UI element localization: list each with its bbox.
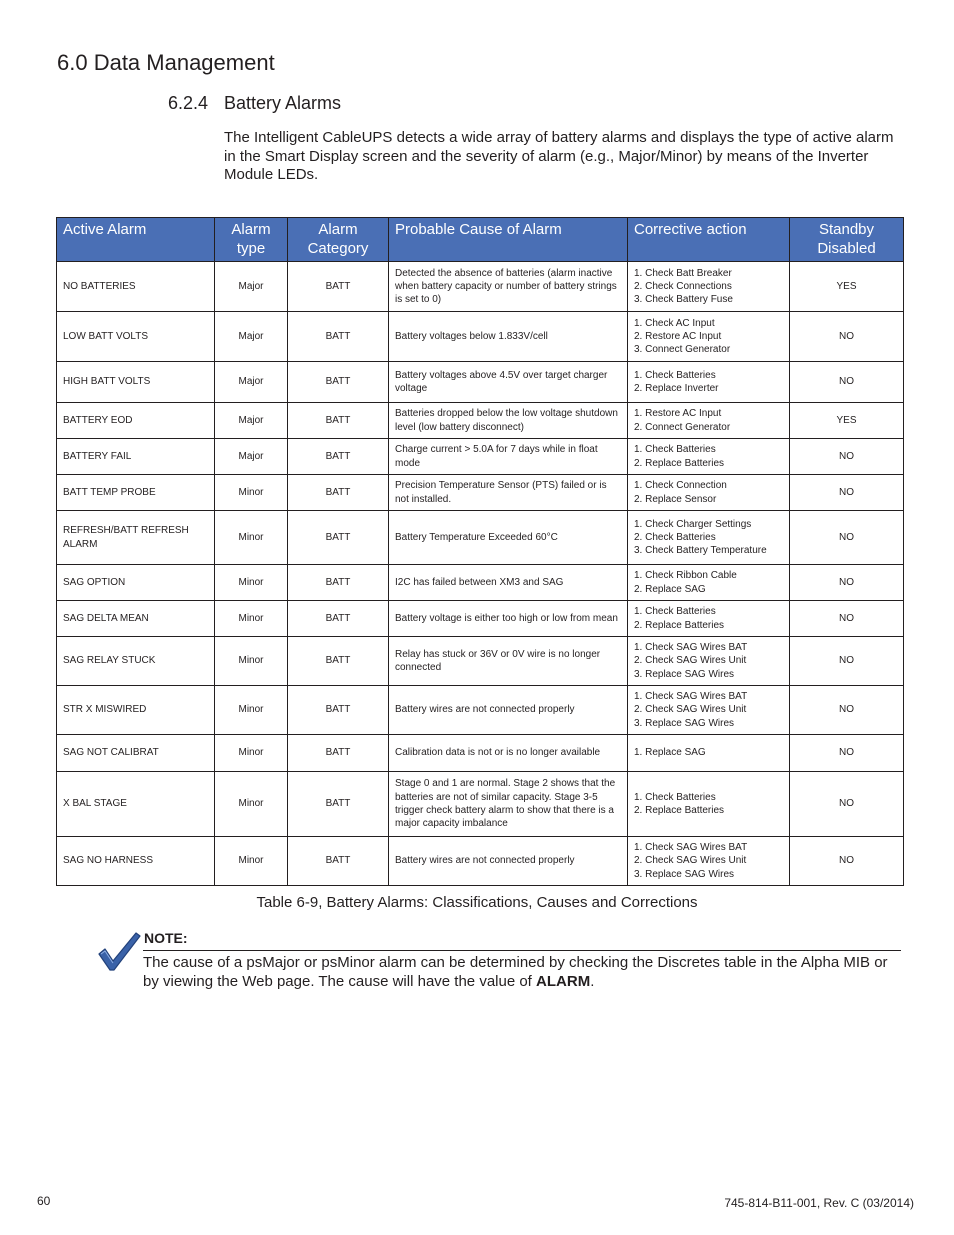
corrective-action-step: 1. Check Batteries [634, 444, 716, 456]
corrective-action-step: 2. Check Connections [634, 280, 732, 292]
cell-corrective-action [628, 637, 790, 686]
corrective-action-step: 3. Check Battery Fuse [634, 294, 733, 306]
corrective-action-step: 2. Check Batteries [634, 531, 716, 543]
cell-alarm-type: Major [215, 439, 288, 475]
corrective-action-step: 1. Check Ribbon Cable [634, 570, 737, 582]
note-text [143, 953, 905, 991]
col-header-corrective-action: Corrective action [628, 218, 790, 262]
cell-alarm-category: BATT [288, 362, 389, 403]
table-row [57, 565, 904, 601]
col-header-active-alarm: Active Alarm [57, 218, 215, 262]
cell-alarm-category: BATT [288, 403, 389, 439]
subsection-number: 6.2.4 [168, 93, 209, 113]
corrective-action-step: 3. Replace SAG Wires [634, 868, 735, 880]
cell-probable-cause: Battery voltages below 1.833V/cell [389, 312, 628, 362]
subsection-title: Battery Alarms [224, 93, 342, 113]
corrective-action-step: 2. Replace Inverter [634, 383, 719, 394]
cell-probable-cause: I2C has failed between XM3 and SAG [389, 565, 628, 601]
note-divider [143, 950, 901, 951]
cell-alarm-category: BATT [288, 601, 389, 637]
cell-alarm-category: BATT [288, 511, 389, 565]
corrective-action-step: 3. Connect Generator [634, 344, 731, 356]
table-row [57, 637, 904, 686]
intro-paragraph: The Intelligent CableUPS detects a wide array of battery alarms and displays the type of active alarm in the Smart Display screen and the severity of alarm (e.g., Major/Minor) by means of the Inverter Module LEDs. [224, 129, 894, 183]
corrective-action-step: 1. Restore AC Input [634, 408, 722, 420]
cell-corrective-action [628, 511, 790, 565]
cell-alarm-type: Minor [215, 511, 288, 565]
cell-standby-disabled: YES [790, 262, 904, 312]
cell-alarm-category: BATT [288, 837, 389, 886]
table-row [57, 312, 904, 362]
cell-active-alarm: SAG RELAY STUCK [57, 637, 215, 686]
table-row [57, 735, 904, 772]
cell-alarm-category: BATT [288, 772, 389, 837]
cell-active-alarm: BATTERY EOD [57, 403, 215, 439]
cell-standby-disabled: NO [790, 312, 904, 362]
cell-probable-cause: Battery voltages above 4.5V over target charger voltage [389, 362, 628, 403]
corrective-action-step: 1. Check AC Input [634, 317, 715, 329]
cell-probable-cause: Relay has stuck or 36V or 0V wire is no longer connected [389, 637, 628, 686]
note-text-bold: ALARM [536, 973, 591, 990]
cell-active-alarm: X BAL STAGE [57, 772, 215, 837]
cell-corrective-action [628, 735, 790, 772]
corrective-action-step: 2. Check SAG Wires Unit [634, 855, 747, 867]
cell-standby-disabled: NO [790, 686, 904, 735]
corrective-action-step: 1. Check SAG Wires BAT [634, 842, 748, 854]
corrective-action-step: 1. Check SAG Wires BAT [634, 691, 748, 703]
corrective-action-step: 1. Check Batteries [634, 369, 716, 381]
table-row [57, 837, 904, 886]
table-row [57, 511, 904, 565]
cell-alarm-type: Minor [215, 837, 288, 886]
cell-alarm-category: BATT [288, 735, 389, 772]
cell-active-alarm: BATT TEMP PROBE [57, 475, 215, 511]
col-header-probable-cause: Probable Cause of Alarm [389, 218, 628, 262]
cell-probable-cause: Detected the absence of batteries (alarm inactive when battery capacity or number of battery strings is set to 0) [389, 262, 628, 312]
cell-active-alarm: REFRESH/BATT REFRESH ALARM [57, 511, 215, 565]
cell-corrective-action [628, 686, 790, 735]
cell-alarm-category: BATT [288, 439, 389, 475]
cell-probable-cause: Charge current > 5.0A for 7 days while in float mode [389, 439, 628, 475]
cell-corrective-action [628, 362, 790, 403]
cell-alarm-type: Major [215, 312, 288, 362]
cell-alarm-type: Minor [215, 601, 288, 637]
battery-alarms-table [56, 217, 904, 886]
cell-active-alarm: STR X MISWIRED [57, 686, 215, 735]
cell-probable-cause: Battery Temperature Exceeded 60°C [389, 511, 628, 565]
cell-alarm-category: BATT [288, 686, 389, 735]
document-id: 745-814-B11-001, Rev. C (03/2014) [724, 1196, 914, 1210]
cell-corrective-action [628, 475, 790, 511]
cell-standby-disabled: NO [790, 735, 904, 772]
cell-standby-disabled: NO [790, 511, 904, 565]
note-text-end: . [590, 973, 595, 990]
cell-probable-cause: Battery wires are not connected properly [389, 686, 628, 735]
col-header-standby-disabled: Standby Disabled [790, 218, 904, 262]
table-row [57, 475, 904, 511]
cell-active-alarm: HIGH BATT VOLTS [57, 362, 215, 403]
cell-alarm-category: BATT [288, 312, 389, 362]
cell-alarm-type: Major [215, 362, 288, 403]
cell-alarm-type: Minor [215, 686, 288, 735]
corrective-action-step: 2. Replace Sensor [634, 493, 717, 505]
corrective-action-step: 2. Check SAG Wires Unit [634, 655, 747, 667]
cell-active-alarm: SAG NO HARNESS [57, 837, 215, 886]
table-row [57, 601, 904, 637]
note-label: NOTE: [144, 930, 188, 946]
cell-corrective-action [628, 439, 790, 475]
cell-corrective-action [628, 772, 790, 837]
corrective-action-step: 1. Replace SAG [634, 747, 706, 759]
corrective-action-step: 2. Restore AC Input [634, 330, 722, 342]
cell-alarm-type: Major [215, 403, 288, 439]
corrective-action-step: 1. Check Charger Settings [634, 518, 752, 530]
cell-alarm-category: BATT [288, 262, 389, 312]
cell-probable-cause: Stage 0 and 1 are normal. Stage 2 shows that the batteries are not of similar capacity. Stage 3-5 trigger check battery alarm to show that there is a major capacity imbalance [389, 772, 628, 837]
corrective-action-step: 1. Check Connection [634, 480, 727, 492]
cell-alarm-category: BATT [288, 475, 389, 511]
cell-probable-cause: Precision Temperature Sensor (PTS) failed or is not installed. [389, 475, 628, 511]
corrective-action-step: 2. Replace Batteries [634, 457, 725, 469]
corrective-action-step: 2. Replace SAG [634, 583, 706, 595]
corrective-action-step: 2. Check SAG Wires Unit [634, 704, 747, 716]
cell-alarm-type: Minor [215, 637, 288, 686]
cell-standby-disabled: NO [790, 637, 904, 686]
table-row [57, 362, 904, 403]
corrective-action-step: 1. Check Batteries [634, 606, 716, 618]
corrective-action-step: 1. Check SAG Wires BAT [634, 642, 748, 654]
cell-probable-cause: Calibration data is not or is no longer available [389, 735, 628, 772]
corrective-action-step: 1. Check Batteries [634, 791, 716, 803]
cell-alarm-type: Minor [215, 772, 288, 837]
cell-alarm-type: Minor [215, 475, 288, 511]
subsection-heading [168, 93, 341, 114]
cell-corrective-action [628, 601, 790, 637]
corrective-action-step: 2. Replace Batteries [634, 619, 725, 631]
col-header-alarm-type: Alarm type [215, 218, 288, 262]
cell-active-alarm: NO BATTERIES [57, 262, 215, 312]
cell-active-alarm: SAG DELTA MEAN [57, 601, 215, 637]
cell-standby-disabled: NO [790, 565, 904, 601]
section-title: 6.0 Data Management [57, 50, 275, 75]
cell-standby-disabled: NO [790, 475, 904, 511]
cell-probable-cause: Batteries dropped below the low voltage shutdown level (low battery disconnect) [389, 403, 628, 439]
cell-corrective-action [628, 837, 790, 886]
cell-probable-cause: Battery voltage is either too high or low from mean [389, 601, 628, 637]
table-row [57, 403, 904, 439]
cell-probable-cause: Battery wires are not connected properly [389, 837, 628, 886]
cell-active-alarm: SAG OPTION [57, 565, 215, 601]
cell-active-alarm: SAG NOT CALIBRAT [57, 735, 215, 772]
table-row [57, 686, 904, 735]
cell-corrective-action [628, 262, 790, 312]
corrective-action-step: 2. Replace Batteries [634, 805, 725, 816]
cell-standby-disabled: NO [790, 837, 904, 886]
note-text-main: The cause of a psMajor or psMinor alarm can be determined by checking the Discretes table in the Alpha MIB or by viewing the Web page. The cause will have the value of [143, 954, 888, 990]
cell-standby-disabled: YES [790, 403, 904, 439]
cell-alarm-type: Minor [215, 735, 288, 772]
cell-standby-disabled: NO [790, 439, 904, 475]
corrective-action-step: 2. Connect Generator [634, 421, 731, 433]
table-row [57, 772, 904, 837]
page-number: 60 [37, 1194, 51, 1208]
checkmark-icon [97, 930, 141, 972]
corrective-action-step: 3. Replace SAG Wires [634, 668, 735, 680]
cell-alarm-type: Minor [215, 565, 288, 601]
cell-alarm-category: BATT [288, 565, 389, 601]
corrective-action-step: 3. Replace SAG Wires [634, 717, 735, 729]
cell-corrective-action [628, 565, 790, 601]
cell-corrective-action [628, 312, 790, 362]
cell-standby-disabled: NO [790, 772, 904, 837]
col-header-alarm-category: Alarm Category [288, 218, 389, 262]
corrective-action-step: 3. Check Battery Temperature [634, 545, 767, 557]
cell-active-alarm: BATTERY FAIL [57, 439, 215, 475]
table-row [57, 262, 904, 312]
corrective-action-step: 1. Check Batt Breaker [634, 267, 732, 279]
cell-standby-disabled: NO [790, 601, 904, 637]
cell-active-alarm: LOW BATT VOLTS [57, 312, 215, 362]
table-caption: Table 6-9, Battery Alarms: Classifications, Causes and Corrections [256, 894, 698, 911]
cell-standby-disabled: NO [790, 362, 904, 403]
cell-alarm-category: BATT [288, 637, 389, 686]
cell-alarm-type: Major [215, 262, 288, 312]
table-row [57, 439, 904, 475]
table-body [57, 262, 904, 886]
table-header-row [57, 218, 904, 262]
cell-corrective-action [628, 403, 790, 439]
